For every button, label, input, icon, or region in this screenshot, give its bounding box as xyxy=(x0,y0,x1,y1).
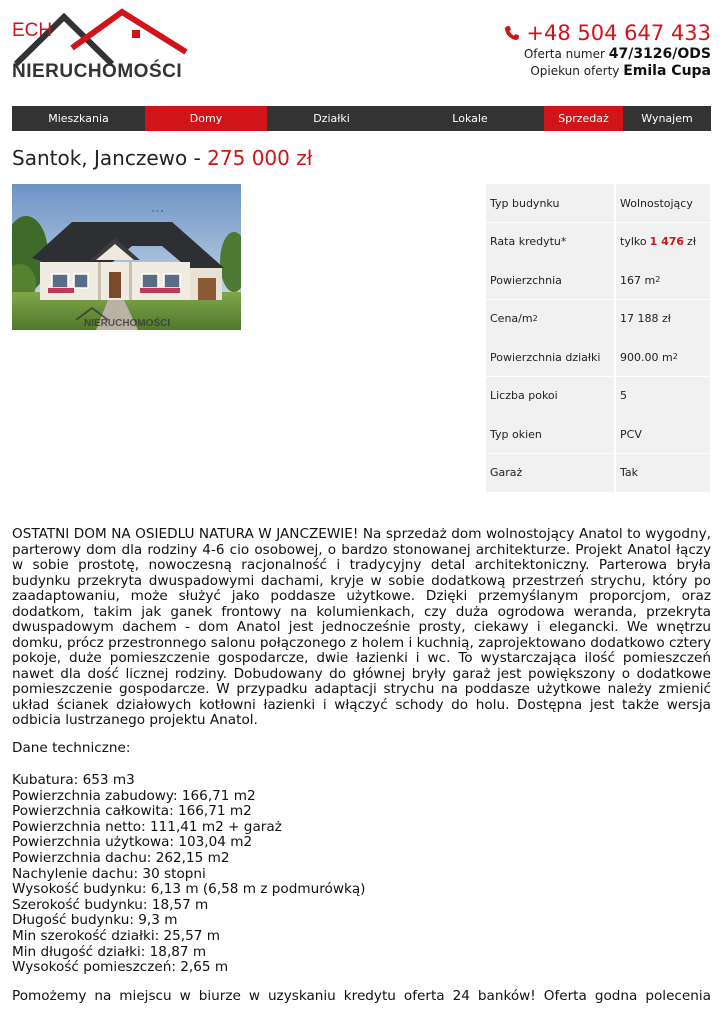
prop-row-windows xyxy=(486,415,710,453)
prop-value: 167 m 2 xyxy=(616,261,710,299)
prop-row-rooms xyxy=(486,377,710,415)
listing-photo[interactable] xyxy=(12,184,241,330)
prop-value: 17 188 zł xyxy=(616,300,710,338)
contact-block xyxy=(504,20,711,80)
logo-prefix: ECH xyxy=(12,20,53,41)
tech-item: Wysokość pomieszczeń: 2,65 m xyxy=(12,959,229,976)
tech-data-list xyxy=(12,773,365,976)
tech-item: Szerokość budynku: 18,57 m xyxy=(12,896,209,913)
description-text: OSTATNI DOM NA OSIEDLU NATURA W JANCZEWIE! Na sprzedaż dom wolnostojący Anatol to wygodny, parterowy dom dla rodziny 4-6 cio osobowej, o bardzo stonowanej architekturze. Projekt Anatol łączy w sobie prostotę, nowoczesną racjonalność i tradycyjny detal architektoniczny. Parterowa bryła budynku przekryta dwuspadowymi dachami, kryje w sobie dodatkową przestrzeń strychu, który po zaadaptowaniu, może służyć jako poddasze użytkowe. Dzięki przemyślanym proporcjom, oraz dodatkom, takim jak ganek frontowy na kolumienkach, czy duża ogrodowa weranda, przekryta dwuspadowym dachem - dom Anatol jest jednocześnie prosty, ciekawy i elegancki. We wnętrzu domku, prócz przestronnego salonu połączonego z holem i kuchnią, zaprojektowano dodatkowo cztery pokoje, duże pomieszczenie gospodarcze, dwie łazienki i wc. To wystarczająca ilość pomieszczeń nawet dla dość licznej rodziny. Dobudowany do głównej bryły garaż jest powiększony o dodatkowe pomieszczenie gospodarcze. W przypadku adaptacji strychu na poddasze użytkowe należy zmienić układ ścianek działowych kotłowni łazienki i włączyć schody do holu. Dostępna jest także wersja odbicia lustrzanego projektu Anatol. xyxy=(12,526,711,728)
logo-name: NIERUCHOMOŚCI xyxy=(12,61,183,82)
offer-number: 47/3126/ODS xyxy=(608,46,711,62)
listing-description xyxy=(12,527,711,729)
tech-item: Powierzchnia zabudowy: 166,71 m2 xyxy=(12,787,256,804)
nav-item-lokale[interactable]: Lokale xyxy=(452,112,488,125)
listing-price: 275 000 zł xyxy=(207,146,313,170)
prop-value: 900.00 m 2 xyxy=(616,338,710,376)
agent-label: Opiekun oferty xyxy=(530,64,620,78)
prop-label: Powierzchnia działki xyxy=(486,338,614,376)
listing-title xyxy=(12,145,312,171)
offer-label: Oferta numer xyxy=(523,47,605,61)
phone-icon xyxy=(504,25,520,41)
phone-number[interactable] xyxy=(504,20,711,46)
prop-value: PCV xyxy=(616,415,710,453)
photo-watermark: NIERUCHOMOŚCI xyxy=(84,318,171,329)
tech-data-heading: Dane techniczne: xyxy=(12,740,131,756)
prop-value xyxy=(616,223,710,261)
prop-label: Rata kredytu* xyxy=(486,223,614,261)
prop-label: Liczba pokoi xyxy=(486,377,614,415)
prop-label: Powierzchnia xyxy=(486,261,614,299)
tech-item: Min długość działki: 18,87 m xyxy=(12,943,207,960)
phone-text[interactable]: +48 504 647 433 xyxy=(526,21,711,45)
price-per-m2-label: Cena/m xyxy=(490,312,533,325)
main-nav xyxy=(12,106,711,131)
agent-line xyxy=(504,63,711,80)
property-table xyxy=(486,184,710,492)
prop-label: Garaż xyxy=(486,454,614,492)
tech-item: Powierzchnia netto: 111,41 m2 + garaż xyxy=(12,818,282,835)
nav-item-wynajem[interactable]: Wynajem xyxy=(641,112,693,125)
prop-value: Tak xyxy=(616,454,710,492)
prop-row-building-type xyxy=(486,184,710,222)
tech-item: Długość budynku: 9,3 m xyxy=(12,912,178,929)
tech-item: Powierzchnia dachu: 262,15 m2 xyxy=(12,849,230,866)
prop-label: Cena/m 2 xyxy=(486,300,614,338)
tech-item: Nachylenie dachu: 30 stopni xyxy=(12,865,206,882)
title-separator: - xyxy=(187,146,208,170)
nav-item-sprzedaz[interactable]: Sprzedaż xyxy=(544,106,623,131)
tech-item: Powierzchnia całkowita: 166,71 m2 xyxy=(12,803,252,820)
area-value: 167 m xyxy=(620,273,656,287)
tech-item: Powierzchnia użytkowa: 103,04 m2 xyxy=(12,834,253,851)
prop-label: Typ okien xyxy=(486,415,614,453)
prop-label: Typ budynku xyxy=(486,184,614,222)
loan-amount: 1 476 xyxy=(649,235,685,248)
prop-row-price-per-m2 xyxy=(486,300,710,338)
nav-item-domy[interactable]: Domy xyxy=(145,106,267,131)
prop-row-plot-area xyxy=(486,338,710,376)
plot-area-value: 900.00 m xyxy=(620,350,673,364)
site-logo[interactable] xyxy=(10,8,190,84)
offer-number-line xyxy=(504,46,711,63)
tech-item: Wysokość budynku: 6,13 m (6,58 m z podmurówką) xyxy=(12,881,366,898)
tech-item: Kubatura: 653 m3 xyxy=(12,772,135,788)
svg-text:ᵛ ᵛ ᵛ: ᵛ ᵛ ᵛ xyxy=(152,209,164,216)
loan-prefix: tylko xyxy=(620,235,647,248)
prop-row-area xyxy=(486,261,710,299)
nav-item-mieszkania[interactable]: Mieszkania xyxy=(48,112,109,125)
prop-value: 5 xyxy=(616,377,710,415)
prop-row-garage xyxy=(486,454,710,492)
agent-name[interactable]: Emila Cupa xyxy=(623,63,711,79)
loan-suffix: zł xyxy=(687,235,696,248)
prop-row-loan-rate xyxy=(486,223,710,261)
listing-location: Santok, Janczewo xyxy=(12,146,188,170)
closing-text: Pomożemy na miejscu w biurze w uzyskaniu kredytu oferta 24 banków! Oferta godna polecenia xyxy=(12,989,711,1004)
nav-item-dzialki[interactable]: Działki xyxy=(313,112,350,125)
tech-item: Min szerokość działki: 25,57 m xyxy=(12,927,220,944)
prop-value: Wolnostojący xyxy=(616,184,710,222)
